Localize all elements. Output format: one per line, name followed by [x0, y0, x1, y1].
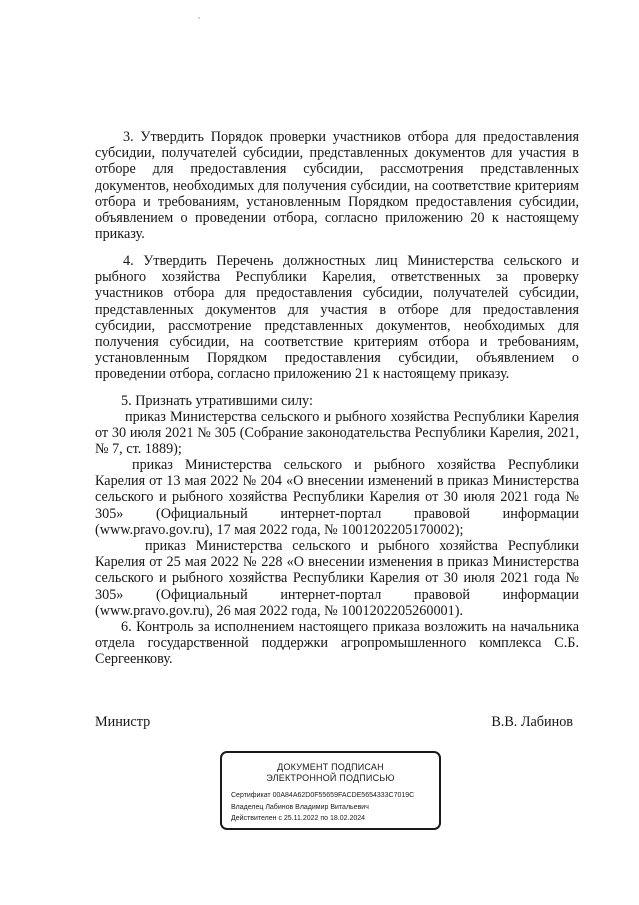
stamp-title-line-2: ЭЛЕКТРОННОЙ ПОДПИСЬЮ	[266, 773, 395, 783]
stamp-validity: Действителен с 25.11.2022 по 18.02.2024	[231, 815, 366, 822]
paragraph-item-5: 5. Признать утратившими силу:	[121, 393, 313, 409]
repealed-order-2022-228: приказ Министерства сельского и рыбного хозяйства Республики Карелия от 25 мая 2022 № 228 «О внесении изменения в приказ Министерства сельского и рыбного хозяйства Республики Карелия от 30 июля 2021 года № 305» (Официальный интернет-портал правовой информации (www.pravo.gov.ru), 26 мая 2022 года, № 1001202205260001).	[95, 538, 579, 619]
stamp-owner: Владелец Лабинов Владимир Витальевич	[231, 804, 369, 811]
paragraph-item-3: 3. Утвердить Порядок проверки участников отбора для предоставления субсидии, получателей субсидии, представленных документов для участия в отборе для предоставления субсидии, рассмотрения представленных документов, необходимых для получения субсидии, на соответствие критериям отбора и требованиям, установленным Порядком предоставления субсидии, объявлением о проведении отбора, согласно приложению 20 к настоящему приказу.	[95, 129, 579, 243]
stamp-certificate: Сертификат 00A84A62D0F55659FACDE5654333C7019C	[231, 792, 415, 799]
signatory-name: В.В. Лабинов	[491, 714, 573, 730]
stamp-title-line-1: ДОКУМЕНТ ПОДПИСАН	[277, 762, 384, 772]
signatory-position: Министр	[95, 714, 151, 730]
electronic-signature-stamp	[220, 751, 441, 830]
repealed-order-2022-204: приказ Министерства сельского и рыбного хозяйства Республики Карелия от 13 мая 2022 № 204 «О внесении изменений в приказ Министерства сельского и рыбного хозяйства Республики Карелия от 30 июля 2021 года № 305» (Официальный интернет-портал правовой информации (www.pravo.gov.ru), 17 мая 2022 года, № 1001202205170002);	[95, 457, 579, 538]
paragraph-item-4: 4. Утвердить Перечень должностных лиц Министерства сельского и рыбного хозяйства Республики Карелия, ответственных за проверку участников отбора для предоставления субсидии, получателей субсидии, представленных документов для участия в отборе для предоставления субсидии, рассмотрение представленных документов, необходимых для получения субсидии, на соответствие критериям отбора и требованиям, установленным Порядком предоставления субсидии, объявлением о проведении отбора, согласно приложению 21 к настоящему приказу.	[95, 253, 579, 383]
repealed-order-2021-305: приказ Министерства сельского и рыбного хозяйства Республики Карелия от 30 июля 2021 № 305 (Собрание законодательства Республики Карелия, 2021, № 7, ст. 1889);	[95, 409, 579, 458]
scan-speck	[198, 17, 200, 19]
paragraph-item-6: 6. Контроль за исполнением настоящего приказа возложить на начальника отдела государственной поддержки агропромышленного комплекса С.Б. Сергеенкову.	[95, 619, 579, 668]
